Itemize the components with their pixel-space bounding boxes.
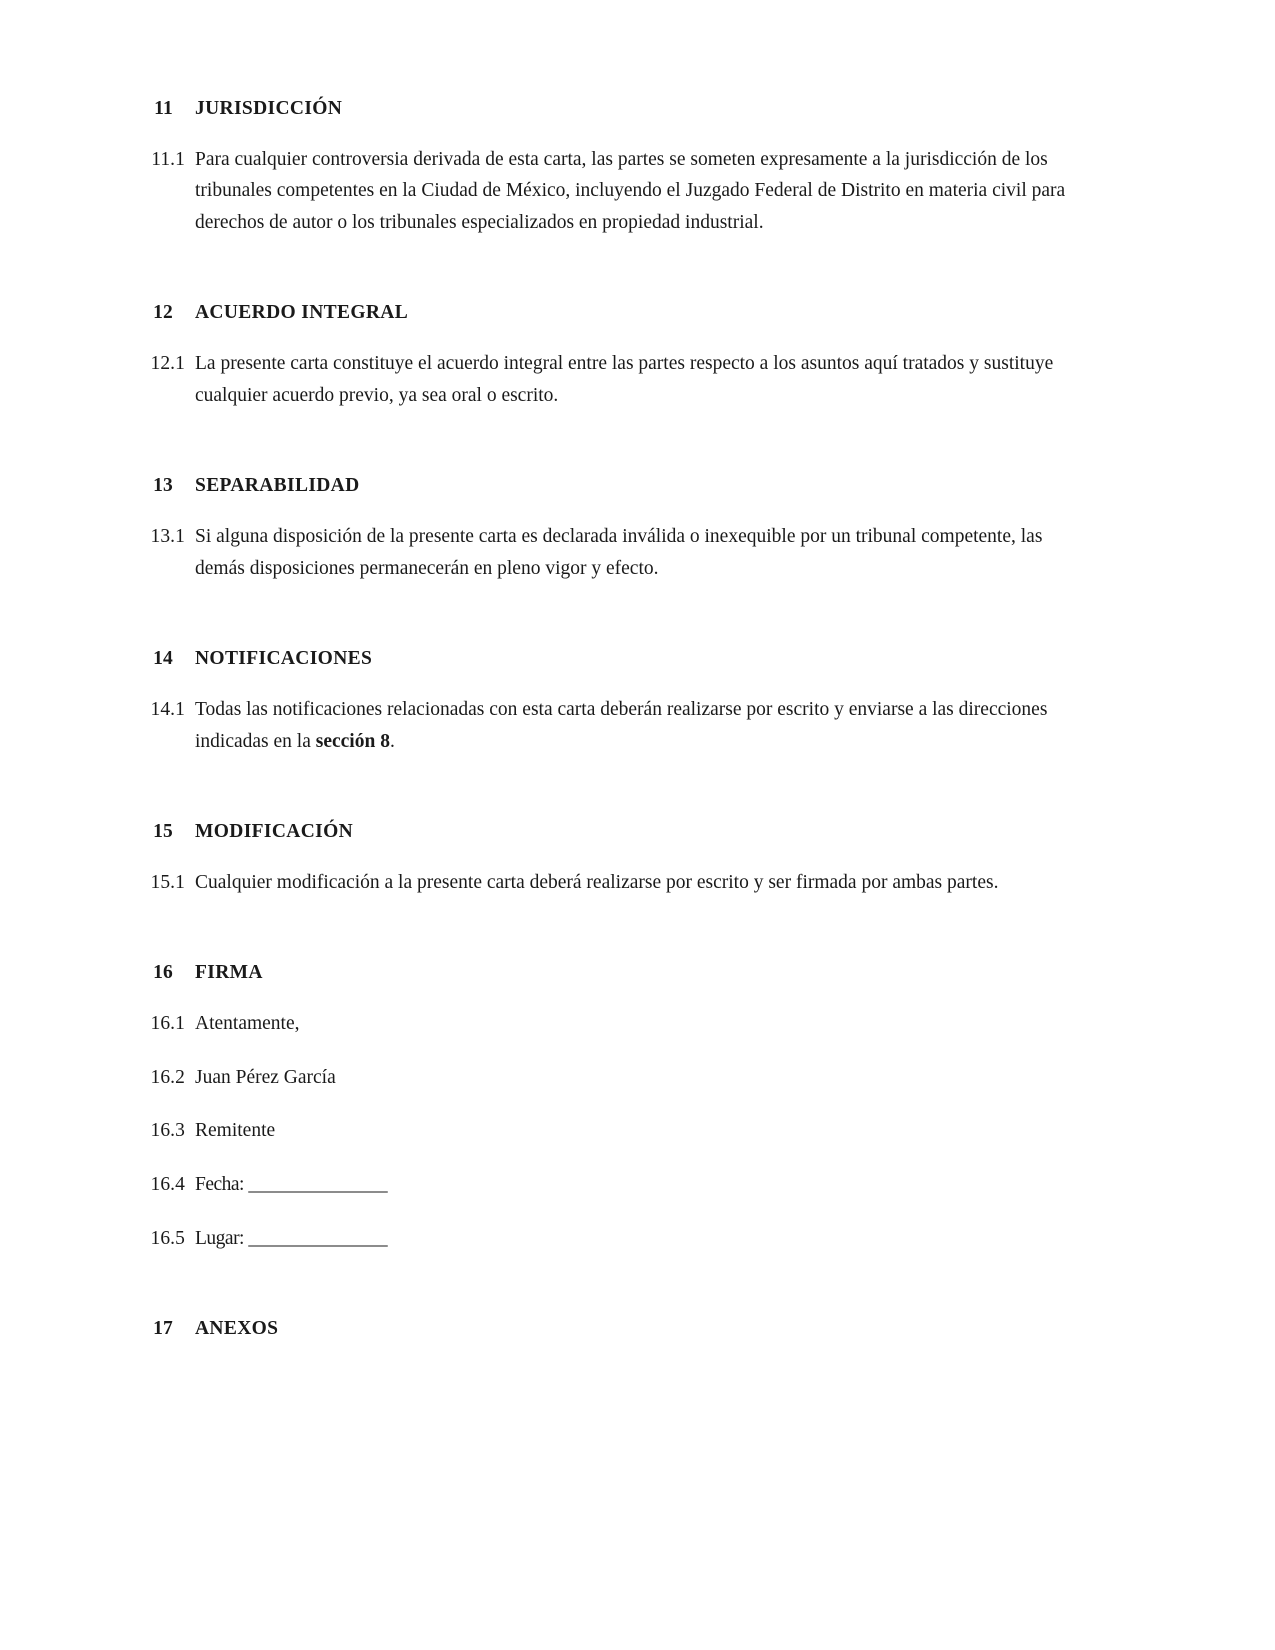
section-heading-16: [133, 960, 1085, 986]
clause-number: 13.1: [150, 526, 185, 548]
section-heading-14: [133, 646, 1085, 672]
spacer: [133, 1201, 1085, 1223]
section-heading-11: [133, 96, 1085, 122]
place-blank-field: Lugar: _______________: [195, 1227, 388, 1249]
clause-text-tail: .: [389, 730, 395, 752]
section-heading-12: [133, 300, 1085, 326]
clause-number: 11.1: [151, 148, 185, 170]
section-title: NOTIFICACIONES: [195, 648, 373, 670]
clause-number: 16.1: [150, 1013, 185, 1035]
clause-number: 14.1: [150, 698, 185, 720]
clause-text: Si alguna disposición de la presente carta es declarada inválida o inexequible por un tribunal competente, las demás disposiciones permanecerán en pleno vigor y efecto.: [195, 526, 1043, 579]
spacer: [133, 845, 1085, 867]
clause-14-1: [133, 694, 1085, 757]
section-title: ANEXOS: [195, 1318, 279, 1340]
clause-16-5: [133, 1223, 1085, 1255]
spacer: [133, 672, 1085, 694]
spacer: [133, 1040, 1085, 1062]
clause-number: 16.4: [150, 1173, 185, 1195]
clause-text: Cualquier modificación a la presente carta deberá realizarse por escrito y ser firmada por ambas partes.: [195, 871, 999, 893]
section-title: MODIFICACIÓN: [195, 821, 354, 843]
section-number: 17: [153, 1318, 173, 1340]
section-title: SEPARABILIDAD: [195, 475, 360, 497]
clause-text-lead: Todas las notificaciones relacionadas con esta carta deberán realizarse por escrito y enviarse a las direcciones indicadas en la: [195, 698, 1048, 752]
clause-text: Juan Pérez García: [195, 1066, 336, 1088]
clause-13-1: [133, 521, 1085, 584]
clause-16-4: [133, 1169, 1085, 1201]
section-title: FIRMA: [195, 962, 263, 984]
section-number: 11: [154, 98, 173, 119]
spacer: [133, 898, 1085, 960]
clause-16-2: [133, 1062, 1085, 1094]
spacer: [133, 326, 1085, 348]
clause-number: 16.3: [150, 1120, 185, 1142]
spacer: [133, 122, 1085, 144]
clause-15-1: [133, 867, 1085, 899]
section-title: JURISDICCIÓN: [195, 98, 343, 119]
spacer: [133, 986, 1085, 1008]
spacer: [133, 757, 1085, 819]
section-heading-15: [133, 819, 1085, 845]
spacer: [133, 584, 1085, 646]
clause-text: Para cualquier controversia derivada de esta carta, las partes se someten expresamente a la jurisdicción de los tribunales competentes en la Ciudad de México, incluyendo el Juzgado Federal de Distrito en materia civil para derechos de autor o los tribunales especializados en propiedad industrial.: [195, 148, 1066, 233]
spacer: [133, 1147, 1085, 1169]
section-number: 16: [153, 962, 173, 984]
clause-12-1: [133, 348, 1085, 411]
spacer: [133, 238, 1085, 300]
section-number: 15: [153, 821, 173, 843]
spacer: [133, 1093, 1085, 1115]
section-number: 13: [153, 475, 173, 497]
spacer: [133, 411, 1085, 473]
clause-text: La presente carta constituye el acuerdo integral entre las partes respecto a los asuntos aquí tratados y sustituye cualquier acuerdo previo, ya sea oral o escrito.: [195, 353, 1054, 406]
clause-text: [195, 694, 1085, 757]
clause-text: Atentamente,: [195, 1013, 300, 1035]
section-heading-13: [133, 473, 1085, 499]
clause-11-1: [133, 144, 1085, 239]
section-number: 12: [153, 302, 173, 324]
clause-number: 15.1: [150, 871, 185, 893]
clause-text: Remitente: [195, 1120, 276, 1142]
clause-16-1: [133, 1008, 1085, 1040]
section-title: ACUERDO INTEGRAL: [195, 302, 409, 324]
clause-number: 12.1: [150, 353, 185, 375]
date-blank-field: Fecha: _______________: [195, 1173, 388, 1195]
section-number: 14: [153, 648, 173, 670]
clause-16-3: [133, 1115, 1085, 1147]
spacer: [133, 499, 1085, 521]
clause-number: 16.5: [150, 1227, 185, 1249]
section-heading-17: [133, 1316, 1085, 1342]
clause-number: 16.2: [150, 1066, 185, 1088]
spacer: [133, 1254, 1085, 1316]
clause-text-emphasis: sección 8: [315, 730, 390, 752]
